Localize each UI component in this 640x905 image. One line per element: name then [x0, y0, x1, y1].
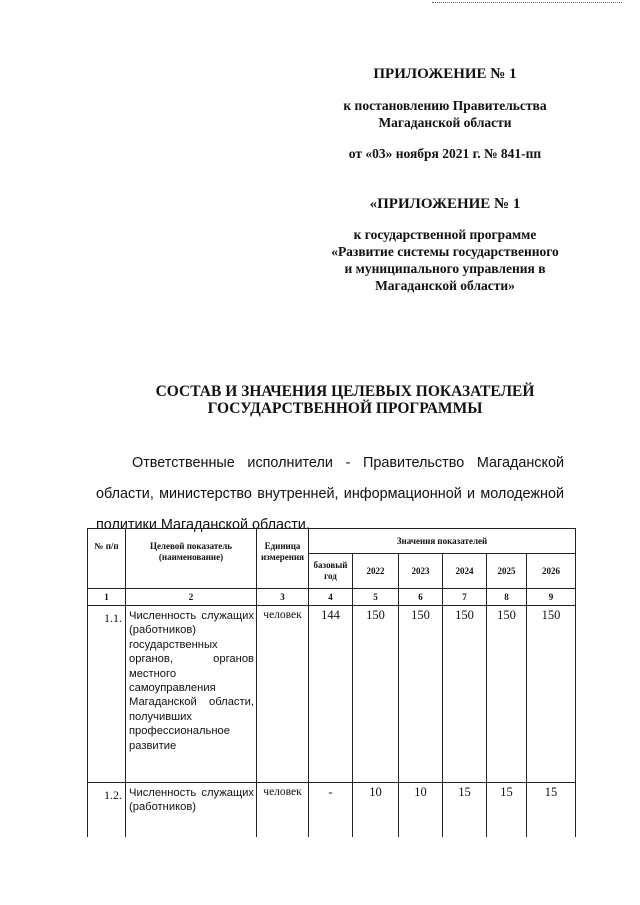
- scan-edge-mark: [432, 2, 622, 4]
- table-row: [88, 783, 576, 838]
- value-cell: 10: [399, 783, 443, 838]
- decree-date: от «03» ноября 2021 г. № 841-пп: [348, 146, 542, 161]
- value-cell: 15: [527, 783, 576, 838]
- value-cell: 15: [443, 783, 487, 838]
- value-cell: 150: [527, 606, 576, 783]
- table-row: [88, 606, 576, 783]
- program-appendix-heading: «ПРИЛОЖЕНИЕ № 1: [369, 196, 521, 212]
- column-number: 4: [309, 589, 353, 606]
- header-year: 2023: [399, 554, 443, 589]
- column-number: 7: [443, 589, 487, 606]
- value-cell: 150: [487, 606, 527, 783]
- unit-cell: человек: [257, 783, 309, 838]
- column-number: 1: [88, 589, 126, 606]
- column-number-row: [88, 589, 576, 606]
- header-unit: Единица измерения: [257, 529, 309, 589]
- header-base-year: базовый год: [309, 554, 353, 589]
- header-values-group: Значения показателей: [309, 529, 576, 554]
- program-reference: к государственной программе «Развитие системы государственного и муниципального управления в Магаданской области»: [331, 227, 559, 293]
- row-number: 1.2.: [88, 783, 126, 838]
- column-number: 2: [126, 589, 257, 606]
- column-number: 9: [527, 589, 576, 606]
- row-number: 1.1.: [88, 606, 126, 783]
- indicator-name: Численность служащих (работников): [126, 783, 257, 838]
- indicator-name: Численность служащих (работников) государственных органов, органов местного самоуправления Магаданской области, получивших профессиональное развитие: [126, 606, 257, 783]
- column-number: 8: [487, 589, 527, 606]
- column-number: 6: [399, 589, 443, 606]
- header-year: 2022: [353, 554, 399, 589]
- column-number: 3: [257, 589, 309, 606]
- value-cell: 10: [353, 783, 399, 838]
- decree-reference: к постановлению Правительства Магаданской области: [343, 98, 547, 130]
- column-number: 5: [353, 589, 399, 606]
- header-year: 2026: [527, 554, 576, 589]
- value-cell: 150: [353, 606, 399, 783]
- appendix-1-heading: ПРИЛОЖЕНИЕ № 1: [373, 66, 517, 82]
- value-cell: 150: [443, 606, 487, 783]
- value-cell: 150: [399, 606, 443, 783]
- value-cell: -: [309, 783, 353, 838]
- header-indicator: Целевой показатель (наименование): [126, 529, 257, 589]
- value-cell: 15: [487, 783, 527, 838]
- responsible-executors-paragraph: Ответственные исполнители - Правительство Магаданской области, министерство внутренней, информационной и молодежной политики Магаданской области.: [96, 455, 564, 533]
- document-title: СОСТАВ И ЗНАЧЕНИЯ ЦЕЛЕВЫХ ПОКАЗАТЕЛЕЙ ГОСУДАРСТВЕННОЙ ПРОГРАММЫ: [155, 383, 535, 417]
- value-cell: 144: [309, 606, 353, 783]
- indicators-table: [87, 528, 576, 837]
- unit-cell: человек: [257, 606, 309, 783]
- header-year: 2024: [443, 554, 487, 589]
- header-year: 2025: [487, 554, 527, 589]
- header-no: № п/п: [88, 529, 126, 589]
